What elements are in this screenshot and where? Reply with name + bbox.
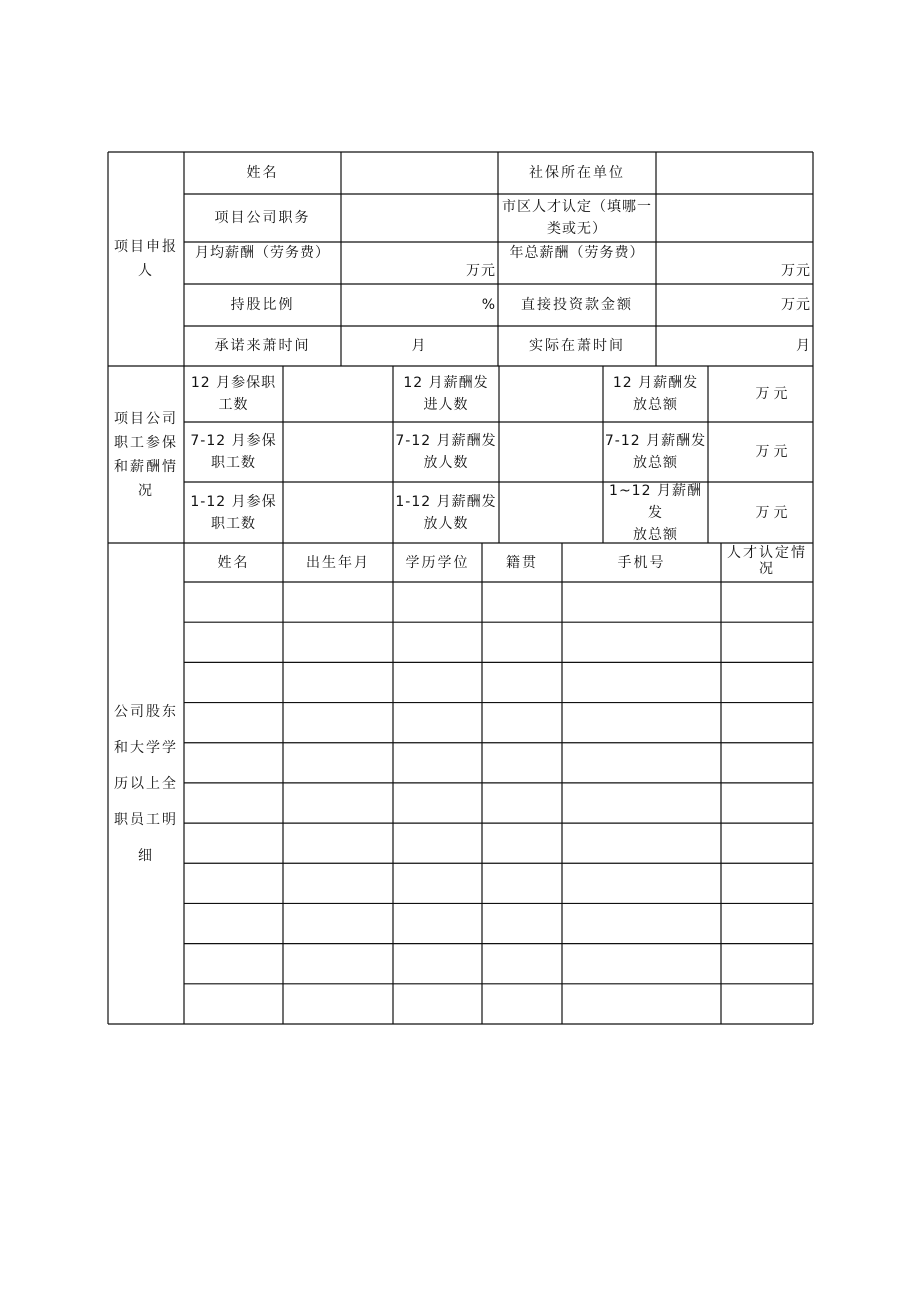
staff-birth-cell[interactable] xyxy=(283,662,393,702)
insured-count-label-line2: 职工数 xyxy=(211,515,256,532)
staff-name-cell[interactable] xyxy=(184,863,283,903)
staff-education-cell[interactable] xyxy=(393,783,482,823)
insured-count-field[interactable] xyxy=(283,366,393,422)
promised-time-label: 承诺来萧时间 xyxy=(214,338,311,354)
payroll-total-unit: 万元 xyxy=(755,504,792,521)
staff-name-cell[interactable] xyxy=(184,622,283,662)
monthly-salary-label: 月均薪酬（劳务费） xyxy=(195,245,330,261)
payroll-count-label-line1: 7-12 月薪酬发 xyxy=(395,433,497,449)
staff-native-place-cell[interactable] xyxy=(482,903,562,943)
payroll-total-label-line1: 7-12 月薪酬发 xyxy=(604,433,707,449)
staff-name-cell[interactable] xyxy=(184,783,283,823)
staff-name-cell[interactable] xyxy=(184,662,283,702)
staff-native-place-cell[interactable] xyxy=(482,863,562,903)
talent-cert-label-line1: 市区人才认定（填哪一 xyxy=(502,199,652,215)
staff-birth-cell[interactable] xyxy=(283,984,393,1024)
staff-name-cell[interactable] xyxy=(184,743,283,783)
staff-birth-cell[interactable] xyxy=(283,743,393,783)
staff-native-place-cell[interactable] xyxy=(482,783,562,823)
payroll-total-field[interactable] xyxy=(708,366,813,422)
social-security-unit-field[interactable] xyxy=(656,152,813,194)
staff-talent-cell[interactable] xyxy=(721,944,813,984)
staff-native-place-cell[interactable] xyxy=(482,703,562,743)
actual-time-field[interactable] xyxy=(656,326,813,366)
staff-education-cell[interactable] xyxy=(393,823,482,863)
insured-count-label xyxy=(184,422,283,482)
payroll-total-label-line2: 放总额 xyxy=(633,397,678,413)
staff-phone-cell[interactable] xyxy=(562,823,721,863)
staff-phone-cell[interactable] xyxy=(562,903,721,943)
promised-time-unit: 月 xyxy=(411,338,428,354)
staff-birth-cell[interactable] xyxy=(283,703,393,743)
staff-phone-cell[interactable] xyxy=(562,622,721,662)
staff-birth-cell[interactable] xyxy=(283,823,393,863)
staff-talent-cell[interactable] xyxy=(721,903,813,943)
applicant-section-label-line2: 人 xyxy=(138,263,154,279)
insurance-section-label-line: 和薪酬情 xyxy=(114,458,178,475)
payroll-total-label-line2: 放总额 xyxy=(633,526,678,543)
staff-phone-cell[interactable] xyxy=(562,582,721,622)
shareholding-unit: % xyxy=(481,297,496,313)
staff-section-label-line: 细 xyxy=(138,847,154,864)
insured-count-label xyxy=(184,482,283,543)
insured-count-label-line1: 1-12 月参保 xyxy=(190,493,277,510)
staff-education-cell[interactable] xyxy=(393,944,482,984)
staff-phone-cell[interactable] xyxy=(562,863,721,903)
insurance-section-label-line: 况 xyxy=(138,482,154,499)
staff-talent-cell[interactable] xyxy=(721,582,813,622)
staff-name-cell[interactable] xyxy=(184,984,283,1024)
payroll-count-label-line1: 12 月薪酬发 xyxy=(403,375,489,391)
direct-investment-field[interactable] xyxy=(656,284,813,326)
staff-talent-cell[interactable] xyxy=(721,863,813,903)
payroll-total-label xyxy=(603,482,708,543)
staff-education-cell[interactable] xyxy=(393,903,482,943)
payroll-count-label-line2: 放人数 xyxy=(423,455,469,471)
talent-cert-field[interactable] xyxy=(656,194,813,242)
staff-native-place-cell[interactable] xyxy=(482,823,562,863)
company-position-field[interactable] xyxy=(341,194,498,242)
staff-phone-cell[interactable] xyxy=(562,944,721,984)
insurance-section-label-line: 项目公司 xyxy=(114,410,178,427)
payroll-total-field[interactable] xyxy=(708,482,813,543)
company-position-label: 项目公司职务 xyxy=(214,210,311,226)
talent-cert-label-line2: 类或无） xyxy=(547,221,607,237)
staff-phone-cell[interactable] xyxy=(562,662,721,702)
payroll-count-label-line2: 进人数 xyxy=(423,397,469,413)
staff-header-birth: 出生年月 xyxy=(306,554,370,571)
staff-native-place-cell[interactable] xyxy=(482,944,562,984)
insured-count-label xyxy=(184,366,283,422)
payroll-total-field[interactable] xyxy=(708,422,813,482)
insured-count-label-line2: 工数 xyxy=(218,397,249,413)
staff-header-talent xyxy=(721,543,813,582)
staff-name-cell[interactable] xyxy=(184,823,283,863)
payroll-total-label-line1: 1~12 月薪酬发 xyxy=(609,482,702,521)
payroll-count-label xyxy=(393,482,499,543)
staff-section-label-line: 公司股东 xyxy=(114,703,178,720)
shareholding-field[interactable] xyxy=(341,284,498,326)
monthly-salary-unit: 万元 xyxy=(466,263,496,279)
staff-header-native-place: 籍贯 xyxy=(506,554,538,571)
monthly-salary-field[interactable] xyxy=(341,242,498,284)
staff-education-cell[interactable] xyxy=(393,662,482,702)
staff-section-label-line: 职员工明 xyxy=(114,811,178,828)
staff-header-talent-line2: 况 xyxy=(759,561,775,577)
staff-name-cell[interactable] xyxy=(184,903,283,943)
staff-native-place-cell[interactable] xyxy=(482,582,562,622)
promised-time-field[interactable] xyxy=(341,326,498,366)
payroll-count-label xyxy=(393,366,499,422)
name-label: 姓名 xyxy=(246,165,279,181)
insured-count-field[interactable] xyxy=(283,422,393,482)
staff-name-cell[interactable] xyxy=(184,703,283,743)
staff-birth-cell[interactable] xyxy=(283,622,393,662)
staff-birth-cell[interactable] xyxy=(283,903,393,943)
staff-native-place-cell[interactable] xyxy=(482,984,562,1024)
payroll-count-label-line2: 放人数 xyxy=(423,515,469,532)
staff-birth-cell[interactable] xyxy=(283,944,393,984)
staff-header-phone: 手机号 xyxy=(617,554,666,571)
direct-investment-unit: 万元 xyxy=(781,297,811,313)
staff-birth-cell[interactable] xyxy=(283,582,393,622)
staff-name-cell[interactable] xyxy=(184,944,283,984)
social-security-unit-label: 社保所在单位 xyxy=(529,165,625,181)
staff-education-cell[interactable] xyxy=(393,622,482,662)
staff-native-place-cell[interactable] xyxy=(482,743,562,783)
staff-native-place-cell[interactable] xyxy=(482,662,562,702)
payroll-total-label-line2: 放总额 xyxy=(633,455,678,471)
staff-phone-cell[interactable] xyxy=(562,743,721,783)
insured-count-label-line1: 12 月参保职 xyxy=(190,375,277,391)
talent-cert-label xyxy=(498,194,656,242)
annual-salary-field[interactable] xyxy=(656,242,813,284)
payroll-total-label xyxy=(603,366,708,422)
payroll-count-field[interactable] xyxy=(499,366,603,422)
staff-talent-cell[interactable] xyxy=(721,984,813,1024)
payroll-count-label xyxy=(393,422,499,482)
staff-section-label xyxy=(108,543,184,1024)
payroll-total-unit: 万元 xyxy=(755,444,792,460)
insured-count-label-line2: 职工数 xyxy=(211,455,256,471)
payroll-total-label-line1: 12 月薪酬发 xyxy=(612,375,699,391)
staff-education-cell[interactable] xyxy=(393,582,482,622)
staff-section-label-line: 和大学学 xyxy=(114,739,178,756)
staff-talent-cell[interactable] xyxy=(721,622,813,662)
staff-birth-cell[interactable] xyxy=(283,863,393,903)
staff-talent-cell[interactable] xyxy=(721,743,813,783)
staff-talent-cell[interactable] xyxy=(721,823,813,863)
payroll-count-field[interactable] xyxy=(499,482,603,543)
annual-salary-label: 年总薪酬（劳务费） xyxy=(509,245,645,261)
staff-birth-cell[interactable] xyxy=(283,783,393,823)
shareholding-label: 持股比例 xyxy=(230,297,295,313)
annual-salary-unit: 万元 xyxy=(781,263,811,279)
staff-phone-cell[interactable] xyxy=(562,984,721,1024)
staff-header-name: 姓名 xyxy=(217,554,250,571)
payroll-count-label-line1: 1‑12 月薪酬发 xyxy=(395,493,497,510)
staff-native-place-cell[interactable] xyxy=(482,622,562,662)
applicant-section-label xyxy=(108,152,184,366)
staff-education-cell[interactable] xyxy=(393,703,482,743)
payroll-total-label xyxy=(603,422,708,482)
staff-education-cell[interactable] xyxy=(393,863,482,903)
staff-education-cell[interactable] xyxy=(393,984,482,1024)
staff-header-education: 学历学位 xyxy=(405,554,470,571)
actual-time-unit: 月 xyxy=(796,338,811,354)
payroll-count-field[interactable] xyxy=(499,422,603,482)
insurance-section-label xyxy=(108,366,184,543)
staff-talent-cell[interactable] xyxy=(721,783,813,823)
insured-count-label-line1: 7-12 月参保 xyxy=(190,433,277,449)
name-field[interactable] xyxy=(341,152,498,194)
insurance-section-label-line: 职工参保 xyxy=(114,434,178,451)
direct-investment-label: 直接投资款金额 xyxy=(521,297,633,313)
insured-count-field[interactable] xyxy=(283,482,393,543)
staff-name-cell[interactable] xyxy=(184,582,283,622)
actual-time-label: 实际在萧时间 xyxy=(529,338,625,354)
staff-talent-cell[interactable] xyxy=(721,703,813,743)
staff-talent-cell[interactable] xyxy=(721,662,813,702)
staff-phone-cell[interactable] xyxy=(562,703,721,743)
staff-header-talent-line1: 人才认定情 xyxy=(727,545,807,561)
staff-education-cell[interactable] xyxy=(393,743,482,783)
payroll-total-unit: 万元 xyxy=(755,386,792,402)
staff-section-label-line: 历以上全 xyxy=(114,775,178,792)
staff-phone-cell[interactable] xyxy=(562,783,721,823)
applicant-section-label-line1: 项目申报 xyxy=(114,239,178,255)
